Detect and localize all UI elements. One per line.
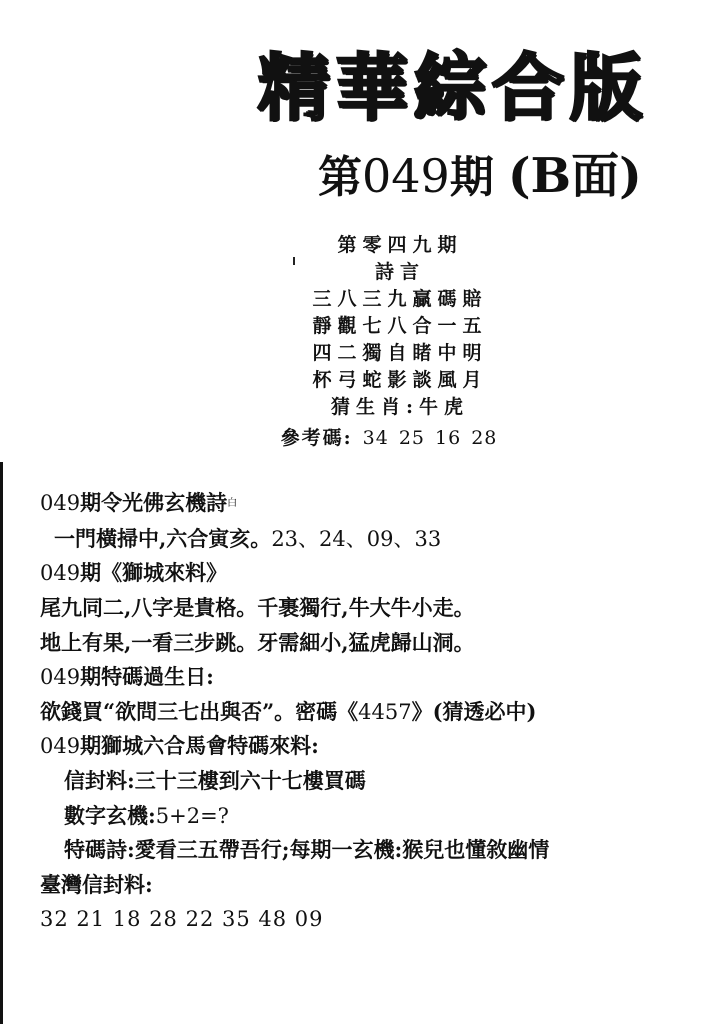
ref-codes-label: 參考碼: — [280, 427, 353, 449]
ref-code: 28 — [471, 427, 498, 449]
poem-line: 三八三九贏碼賠 — [312, 288, 488, 310]
line-text: 期獅城六合馬會特碼來料: — [80, 733, 319, 759]
issue-number: 049 — [362, 149, 450, 203]
left-border-rule — [0, 462, 3, 1024]
poem-line: 杯弓蛇影談風月 — [312, 369, 488, 391]
line-text: 期特碼過生日: — [80, 664, 214, 690]
text-line — [40, 522, 710, 557]
issue-suffix: 期 — [449, 152, 494, 203]
text-line — [40, 695, 710, 730]
ref-code: 34 — [362, 427, 389, 449]
line-text: 期令光佛玄機詩 — [80, 490, 228, 515]
issue-ref: 049 — [40, 561, 81, 586]
poem-line: 靜觀七八合一五 — [312, 315, 488, 337]
secret-code: 4457 — [358, 699, 412, 724]
issue-side-label: (B面) — [507, 148, 642, 204]
poem-heading: 詩言 — [374, 261, 425, 283]
text-line — [40, 486, 710, 522]
poem-section — [250, 232, 550, 455]
text-line: 信封料:三十三樓到六十七樓買碼 — [64, 767, 366, 793]
issue-prefix: 第 — [318, 152, 362, 203]
text-line: 臺灣信封料: — [40, 871, 153, 897]
issue-ref: 049 — [40, 665, 81, 690]
text-line — [40, 556, 710, 591]
text-line — [40, 660, 710, 695]
reference-codes — [228, 421, 550, 455]
line-text: 期《獅城來料》 — [80, 560, 228, 586]
guess-zodiac: 猜生肖:牛虎 — [330, 396, 469, 418]
page-title: 精華綜合版 — [258, 46, 649, 130]
line-text: 》(猜透必中) — [411, 698, 537, 724]
text-line — [40, 799, 710, 834]
number-formula: 5+2=? — [155, 803, 229, 828]
ref-code: 25 — [398, 427, 425, 449]
line-text: 一門橫掃中,六合寅亥。 — [54, 525, 272, 551]
line-text: 欲錢買“欲問三七出與否”。密碼《 — [40, 698, 359, 724]
code-list: 32 21 18 28 22 35 48 09 — [40, 907, 324, 932]
text-line: 尾九同二,八字是貴格。千裹獨行,牛大牛小走。 — [40, 594, 475, 620]
issue-heading — [318, 148, 698, 204]
line-text: 數字玄機: — [64, 802, 156, 828]
small-mark: 白 — [227, 498, 238, 510]
issue-ref: 049 — [40, 491, 81, 515]
ref-code: 16 — [435, 427, 462, 449]
text-line: 特碼詩:愛看三五帶吾行;每期一玄機:猴兒也懂敘幽情 — [64, 837, 550, 863]
poem-issue-title: 第零四九期 — [337, 234, 463, 256]
main-content — [40, 486, 710, 937]
text-line — [40, 729, 710, 764]
text-line: 地上有果,一看三步跳。牙需細小,猛虎歸山洞。 — [40, 629, 475, 655]
poem-line: 四二獨自睹中明 — [312, 342, 488, 364]
number-list: 23、24、09、33 — [271, 526, 442, 551]
issue-ref: 049 — [40, 734, 81, 759]
